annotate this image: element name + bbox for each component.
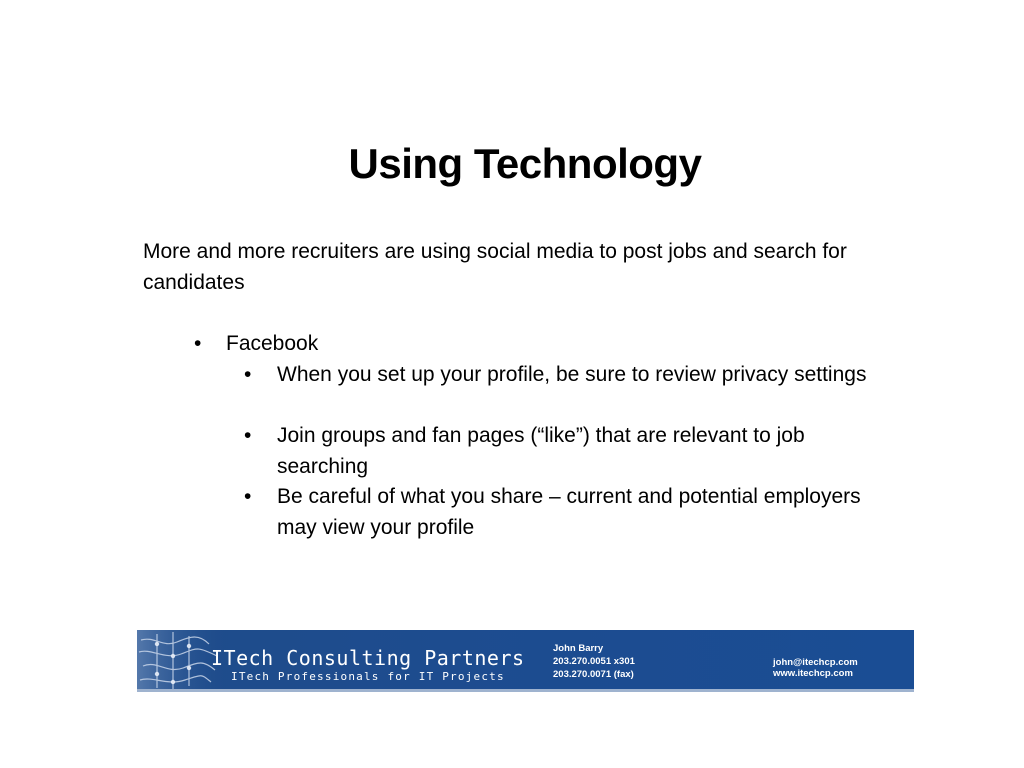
sub-bullet-item xyxy=(244,481,887,543)
contact-fax: 203.270.0071 (fax) xyxy=(553,669,634,680)
banner-divider xyxy=(137,689,914,692)
bullet-item-facebook xyxy=(194,328,866,359)
company-banner xyxy=(137,630,914,692)
sub-bullet-item xyxy=(244,359,887,390)
slide-title: Using Technology xyxy=(348,140,702,187)
sub-bullet-item xyxy=(244,420,887,482)
bullet-dot: • xyxy=(244,485,252,508)
contact-block xyxy=(553,642,635,681)
sub-bullet-text: Join groups and fan pages (“like”) that are relevant to job searching xyxy=(277,424,805,478)
bullet-label: Facebook xyxy=(226,332,319,355)
contact-phone: 203.270.0051 x301 xyxy=(553,656,635,667)
sub-bullet-text: Be careful of what you share – current and potential employers may view your profile xyxy=(277,485,861,539)
sub-bullet-text: When you set up your profile, be sure to review privacy settings xyxy=(277,363,867,386)
contact-email: john@itechcp.com xyxy=(773,657,858,668)
intro-text: More and more recruiters are using social media to post jobs and search for candidates xyxy=(143,240,847,294)
web-block xyxy=(773,657,858,679)
bullet-dot: • xyxy=(194,332,202,355)
contact-website: www.itechcp.com xyxy=(773,668,853,679)
company-tagline: ITech Professionals for IT Projects xyxy=(231,670,505,683)
bullet-dot: • xyxy=(244,424,252,447)
bullet-dot: • xyxy=(244,363,252,386)
company-name: ITech Consulting Partners xyxy=(211,646,525,670)
contact-name: John Barry xyxy=(553,643,604,654)
